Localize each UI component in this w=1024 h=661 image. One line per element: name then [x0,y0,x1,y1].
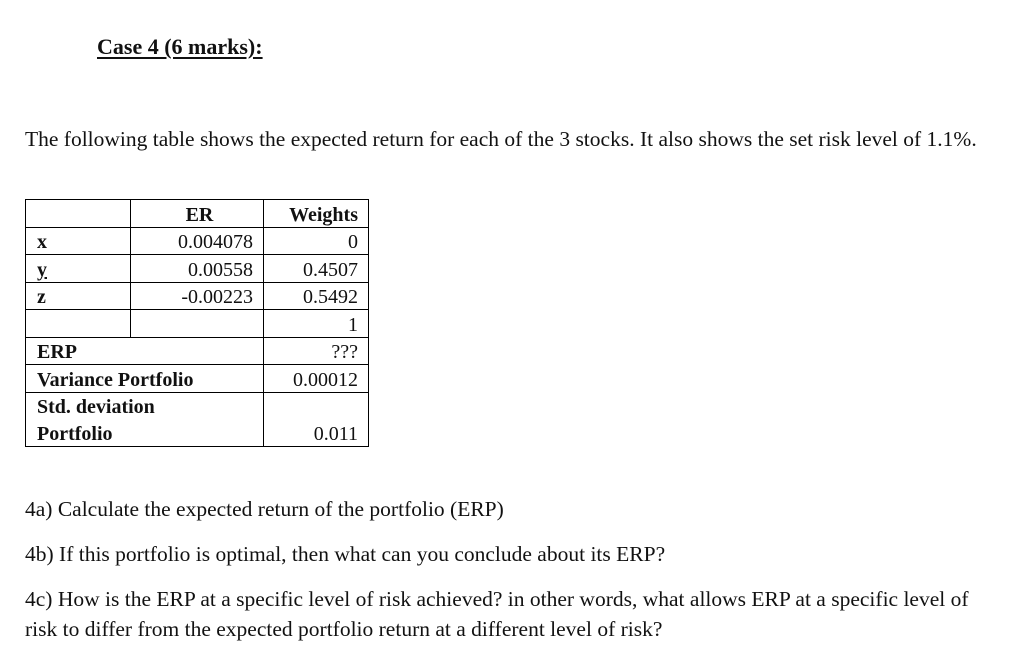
stock-weight-z: 0.5492 [264,282,369,310]
column-header-er: ER [131,200,264,228]
stock-name-z: z [26,282,131,310]
stock-name-x: x [26,227,131,255]
table-header-row [26,200,369,228]
weights-total-value: 1 [264,310,369,338]
column-header-weights: Weights [264,200,369,228]
std-label-line1: Std. deviation [26,392,264,419]
case-heading: Case 4 (6 marks): [97,34,263,59]
question-4b: 4b) If this portfolio is optimal, then what can you conclude about its ERP? [25,542,666,566]
stock-weight-y: 0.4507 [264,255,369,283]
blank-cell [131,310,264,338]
std-value: 0.011 [264,392,369,446]
stock-er-y: 0.00558 [131,255,264,283]
stock-weight-x: 0 [264,227,369,255]
variance-row [26,365,369,393]
stock-er-x: 0.004078 [131,227,264,255]
blank-cell [26,310,131,338]
variance-value: 0.00012 [264,365,369,393]
std-row [26,392,369,419]
erp-value: ??? [264,337,369,365]
question-4c: 4c) How is the ERP at a specific level of risk achieved? in other words, what allows ERP at a specific level of risk to differ from the expected portfolio return at a different level of risk? [25,587,969,641]
variance-label: Variance Portfolio [26,365,264,393]
question-4a: 4a) Calculate the expected return of the portfolio (ERP) [25,497,504,521]
table-row [26,227,369,255]
table-row [26,255,369,283]
intro-paragraph: The following table shows the expected return for each of the 3 stocks. It also shows the set risk level of 1.1%. [25,127,977,151]
weights-total-row [26,310,369,338]
stock-name-y: y [26,255,131,283]
erp-row [26,337,369,365]
stock-er-z: -0.00223 [131,282,264,310]
blank-cell [26,200,131,228]
portfolio-table [25,199,369,447]
std-label-line2: Portfolio [26,419,264,446]
erp-label: ERP [26,337,264,365]
table-row [26,282,369,310]
